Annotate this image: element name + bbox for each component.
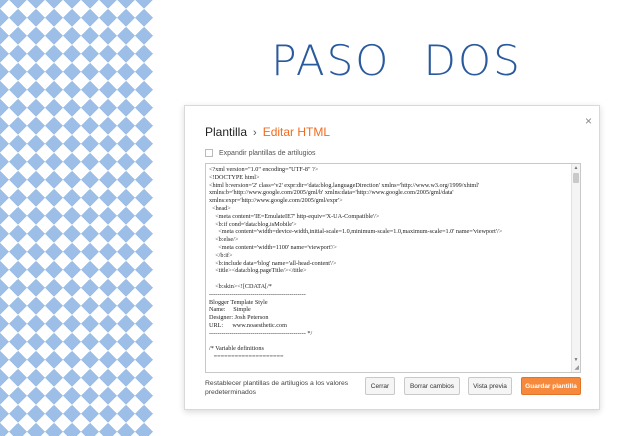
- breadcrumb-current: Editar HTML: [262, 125, 331, 139]
- gingham-background: [0, 0, 153, 436]
- close-icon[interactable]: ×: [584, 114, 592, 128]
- html-editor[interactable]: [205, 163, 581, 373]
- resize-handle-icon[interactable]: ◢: [574, 365, 579, 371]
- template-code[interactable]: <?xml version="1.0" encoding="UTF-8" ?> <!DOCTYPE html> <html b:version='2' class='v2' expr:dir='data:blog.languageDirection' xmlns='http://www.w3.org/1999/xhtml' xmlns:b='http://www.google.com/2005/gml/b' xmlns:data='http://www.google.com/2005/gml/data' xmlns:expr='http://www.google.com/2005/gml/expr'> <head> <meta content='IE=EmulateIE7' http-equiv='X-UA-Compatible'/> <b:if cond='data:blog.isMobile'> <meta content='width=device-width,initial-scale=1.0,minimum-scale=1.0,maximum-scale=1.0' name='viewport'/> <b:else/> <meta content='width=1100' name='viewport'/> </b:if> <b:include data='blog' name='all-head-content'/> <title><data:blog.pageTitle/></title> <b:skin><![CDATA[/* ----------------------------------------------- Blogger Template Style Name: Simple Designer: Josh Peterson URL: www.noaesthetic.com ----------------------------------------------- */ /* Variable definitions ====================: [209, 166, 503, 361]
- scroll-thumb[interactable]: [573, 173, 579, 183]
- breadcrumb-root[interactable]: Plantilla: [205, 125, 248, 139]
- scroll-down-icon[interactable]: ▼: [573, 357, 579, 363]
- save-template-button[interactable]: Guardar plantilla: [521, 377, 581, 395]
- breadcrumb: [205, 125, 330, 139]
- expand-widgets-label: Expandir plantillas de artilugios: [219, 149, 316, 157]
- page-title: PASO DOS: [271, 36, 522, 85]
- breadcrumb-separator: ›: [253, 127, 257, 139]
- expand-widgets-checkbox[interactable]: [205, 149, 213, 157]
- expand-widgets-option[interactable]: [205, 149, 316, 157]
- close-button[interactable]: Cerrar: [365, 377, 395, 395]
- editor-scrollbar[interactable]: [571, 164, 580, 372]
- preview-button[interactable]: Vista previa: [468, 377, 512, 395]
- clear-changes-button[interactable]: Borrar cambios: [404, 377, 460, 395]
- edit-html-dialog: [184, 105, 600, 410]
- restore-widgets-link[interactable]: Restablecer plantillas de artilugios a los valores predeterminados: [205, 380, 349, 396]
- scroll-up-icon[interactable]: ▲: [573, 165, 579, 171]
